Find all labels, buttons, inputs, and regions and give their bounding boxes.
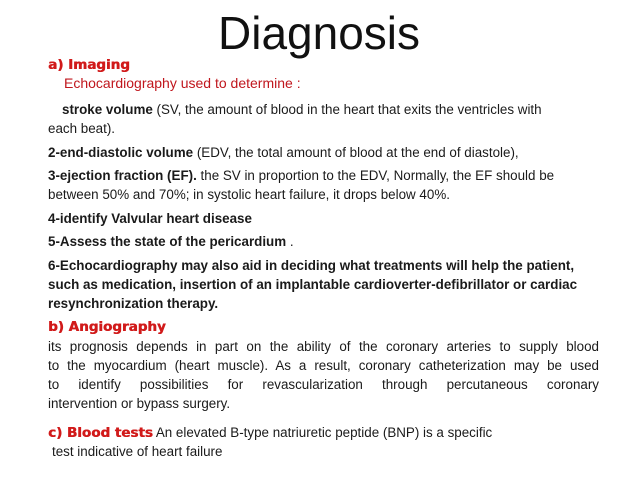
item-echo-treatment-3: resynchronization therapy. — [48, 296, 219, 311]
blood-tests-line-2: test indicative of heart failure — [52, 444, 223, 459]
item-echo-treatment-2: such as medication, insertion of an implantable cardioverter-defibrillator or cardiac — [48, 277, 578, 292]
angiography-line-4: intervention or bypass surgery. — [48, 396, 231, 411]
item-pericardium: 5-Assess the state of the pericardium . — [48, 234, 294, 249]
angiography-line-1: its prognosis depends in part on the ability of the coronary arteries to supply blood — [48, 339, 599, 354]
blood-tests-text: An elevated B-type natriuretic peptide (BNP) is a specific — [152, 425, 493, 440]
item-stroke-volume-cont: each beat). — [48, 121, 115, 136]
angiography-heading: b) Angiography — [48, 319, 166, 335]
item-valvular: 4-identify Valvular heart disease — [48, 211, 252, 226]
item-ef: 3-ejection fraction (EF). the SV in proportion to the EDV, Normally, the EF should be — [48, 168, 555, 183]
angiography-line-3: to identify possibilities for revascularization through percutaneous coronary — [48, 377, 599, 392]
page-title: Diagnosis — [218, 7, 420, 59]
blood-tests-heading: c) Blood tests — [48, 425, 153, 441]
angiography-line-2: to the myocardium (heart muscle). As a result, coronary catheterization may be used — [48, 358, 599, 373]
blood-tests-line — [48, 423, 492, 442]
item-ef-cont: between 50% and 70%; in systolic heart failure, it drops below 40%. — [48, 187, 450, 202]
imaging-heading: a) Imaging — [48, 57, 130, 73]
echo-intro: Echocardiography used to determine : — [64, 75, 301, 91]
item-echo-treatment-1: 6-Echocardiography may also aid in deciding what treatments will help the patient, — [48, 258, 575, 273]
item-edv: 2-end-diastolic volume (EDV, the total amount of blood at the end of diastole), — [48, 145, 519, 160]
item-stroke-volume: stroke volume (SV, the amount of blood in the heart that exits the ventricles with — [62, 102, 542, 117]
